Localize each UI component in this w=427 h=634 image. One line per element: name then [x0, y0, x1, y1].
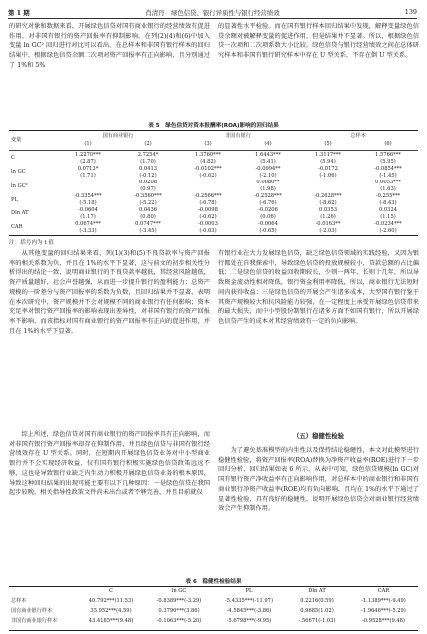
column-header: Dln AT	[308, 588, 326, 595]
coefficient-cell: 0.0713*	[77, 165, 99, 172]
coefficient-cell	[58, 180, 118, 187]
t-stat-cell: (0.80)	[140, 214, 156, 220]
table-cell: 0.9685(1.02)	[300, 608, 334, 615]
coefficient-cell: 0.0413	[139, 165, 157, 172]
table-cell: -0.8389***(-3.29)	[156, 598, 202, 605]
t-stat-cell: (1.63)	[380, 186, 396, 193]
t-stat-cell: (1.70)	[140, 158, 156, 165]
t-stat-cell: (-2.03)	[319, 227, 337, 234]
coefficient-cell: 1.3117***	[315, 152, 341, 158]
coefficient-cell: 1.3760***	[195, 152, 221, 158]
column-header: C	[109, 588, 113, 595]
t-stat-cell: (2.87)	[80, 158, 96, 165]
coefficient-cell: 0.0080**	[256, 179, 280, 186]
coefficient-cell: -0.2528***	[254, 193, 282, 200]
coefficient-cell: -0.2566***	[194, 193, 222, 200]
t-stat-cell: (-5.18)	[79, 200, 97, 207]
row-label: Dln AT	[11, 210, 29, 217]
row-label: CAR	[11, 224, 23, 231]
row-label: ln GC²	[11, 182, 28, 189]
table-row	[9, 228, 418, 235]
coefficient-cell: -0.0003	[198, 220, 218, 227]
row-label: 总样本	[11, 598, 27, 605]
column-header: (2)	[144, 141, 152, 148]
section-heading: （五）稳健性检验	[292, 432, 345, 440]
column-header: (6)	[384, 141, 392, 148]
coefficient-cell: -0.0172	[318, 165, 338, 172]
table-row	[9, 597, 418, 607]
t-stat-cell: (4.82)	[200, 158, 216, 165]
table-header-row	[9, 587, 418, 597]
table-cell: -5.4335***(-11.97)	[225, 598, 273, 605]
row-label: PL	[11, 196, 18, 203]
paragraph-right-top: 的显著性水平检验。而在国有银行样本回归结果中发现，解释变量绿色信贷余额对被解释变量的促进作用，但是结果并不显著。所以，根据绿色信贷一次项和二次项系数大小比较，绿色信贷与银行经营绩效之间在总体研究样本和非国有银行研究样本中存在 U 型关系，不存在倒 U 型关系。	[218, 23, 419, 60]
table-row	[9, 207, 418, 214]
coefficient-cell: 0.0436	[139, 207, 157, 213]
table5-header	[9, 132, 418, 149]
column-header: (4)	[264, 141, 272, 148]
t-stat-cell: (0.06)	[260, 214, 276, 220]
t-stat-cell: (-0.03)	[199, 227, 217, 234]
paragraph-right-bottom: 为了避免基准模型的内生性以及保持结论稳健性，本文对此模型进行稳健性检验，将资产回报率(ROA)替换为净资产收益率(ROE)进行下一步回归分析，回归结果如表 6 所示。从表中可知，绿色信贷规模(ln GC)对国有银行资产净收益率有正向影响作用，对总样本中的商业银行和非国有商业银行净资产收益率(ROE)均有负向影响，且均在 1%的水平下通过了显著性检验，具有良好的稳健性，说明开展绿色信贷会对商业银行经营绩效会产生抑制作用。	[218, 447, 419, 513]
t-stat-cell: (-1.45)	[379, 172, 397, 179]
t-stat-cell: (1.71)	[80, 172, 96, 179]
t-stat-cell	[298, 186, 358, 193]
coefficient-cell: -0.0206	[258, 207, 278, 213]
t-stat-cell: (0.97)	[140, 186, 156, 193]
t-stat-cell: (1.98)	[260, 186, 276, 193]
table-row	[9, 200, 418, 207]
column-header: PL	[245, 588, 253, 595]
running-title: 肖清丹 绿色信贷、银行异质性与银行经营绩效	[145, 9, 280, 17]
table-row	[9, 180, 418, 187]
coefficient-cell: -0.0163**	[315, 220, 341, 227]
table-cell: 43.4185***(9.48)	[88, 618, 134, 625]
t-stat-cell: (-8.43)	[379, 200, 397, 207]
paragraph-left-mid: 从其他变量的回归结果来看，列(1)(3)和(5)不良贷款率与资产回报率的相关系数为负，并且在 1%的水平下显著，这与前文的初步相关性分析得出的结论一致，说明商业银行的不良贷款率越低，其经营风险越低，资产质量越好，社会声誉越强，从而进一步提升银行的盈利能力；总资产规模的一阶差分与资产回报率的系数为负数，且回归结果并不显著，表明在本次研究中，资产规模并不会对规模不同的商业银行有任何影响；资本充足率对银行资产回报率的影响表现出差异性，对非国有银行的资产回报率不影响，而该指标对国有商业银行的资产回报率有正向的促进作用，并且在 1%的水平下显著。	[9, 250, 210, 335]
column-header: (1)	[84, 141, 92, 148]
t-stat-cell: (-2.10)	[259, 172, 277, 179]
t-stat-cell: (-5.22)	[139, 200, 157, 207]
table-row	[9, 159, 418, 166]
table6	[9, 587, 418, 627]
paragraph-left-top: 的研究对象和数据来看，开展绿色信贷对国有商业银行的经营绩效有促进作用，对非国有银行的资产回报率有抑制影响。在列(2)(4)和(6)中加入变量 ln GC² 回归进行对比可以看出，在总样本和非国有银行样本的回归结果中，根据绿色信贷余额二次项对资产回报率有正向影响，且分别通过了 1%和 5%	[9, 23, 210, 69]
coefficient-cell: 0.0674***	[75, 220, 101, 227]
coefficient-cell: -0.3354***	[74, 193, 102, 200]
column-header: ln GC	[171, 588, 187, 595]
t-stat-cell: (5.95)	[380, 158, 396, 165]
table-cell: 0.3796***(3.86)	[158, 608, 200, 615]
coefficient-cell	[298, 180, 358, 187]
issue-number: 第 1 期	[8, 9, 30, 17]
t-stat-cell: (-0.12)	[139, 172, 157, 179]
t-stat-cell: (-8.62)	[319, 200, 337, 207]
table-cell: -4.5845***(-3.86)	[226, 608, 272, 615]
table-cell: -1.1389***(-9.49)	[361, 598, 406, 605]
column-header: (5)	[324, 141, 332, 148]
table-row	[9, 221, 418, 228]
table6-caption: 表 6 稳健性检验结果	[185, 579, 242, 585]
table5-top-rule	[9, 130, 418, 131]
table5-header-rule	[9, 150, 418, 151]
table5-body	[9, 152, 418, 235]
coefficient-cell: -0.0604	[78, 207, 98, 213]
table-cell: 0.2216(0.59)	[300, 598, 334, 605]
page-number: 139	[404, 8, 417, 16]
row-label: 国有商业银行样本	[11, 608, 53, 615]
table-row	[9, 617, 418, 627]
table5-caption: 表 5 绿色信贷对资本报酬率(ROA)影响的回归结果	[148, 123, 279, 129]
t-stat-cell: (-6.78)	[199, 200, 217, 207]
table-row	[9, 607, 418, 617]
table5-note: 注：括号内为 t 值	[9, 240, 54, 246]
table-row	[9, 152, 418, 159]
t-stat-cell: (-0.62)	[199, 214, 217, 220]
column-header	[9, 587, 77, 597]
table-row	[9, 193, 418, 200]
table-cell: -5.6798***(-9.95)	[226, 618, 272, 625]
coefficient-cell: 0.0747***	[135, 220, 161, 227]
stub-header: 变量	[11, 136, 22, 143]
coefficient-cell: -0.0098	[198, 207, 218, 213]
group-header: 总样本	[350, 132, 366, 139]
table-cell: -0.9528***(9.48)	[362, 618, 405, 625]
coefficient-cell: 0.0053***	[375, 179, 401, 186]
group-header: 非国有银行	[225, 132, 251, 139]
t-stat-cell: (-0.65)	[259, 227, 277, 234]
coefficient-cell: -0.2628***	[314, 193, 342, 200]
table6-bottom-rule	[9, 630, 418, 631]
coefficient-cell: -0.3560***	[134, 193, 162, 200]
t-stat-cell	[58, 186, 118, 193]
coefficient-cell: -0.0064	[258, 220, 278, 227]
table-row	[9, 173, 418, 180]
table5-bottom-rule	[9, 235, 418, 236]
coefficient-cell: 1.5766***	[375, 152, 401, 158]
t-stat-cell: (-6.76)	[259, 200, 277, 207]
t-stat-cell: (5.94)	[320, 158, 336, 165]
coefficient-cell: 1.6443***	[255, 152, 281, 158]
table-row	[9, 166, 418, 173]
table-cell: -1.9646***(-5.29)	[361, 608, 406, 615]
table-cell: 35.952***(4.59)	[90, 608, 132, 615]
coefficient-cell: 1.2270***	[75, 152, 101, 158]
t-stat-cell: (5.41)	[260, 158, 276, 165]
paragraph-right-mid: 有银行业在大力发展绿色信贷，缺乏绿色信贷领域的实践经验，又因为银行都处在自我探索中，导致绿色信贷的投放规模较小，贷款总额的占比偏低；二是绿色信贷的收益回收期较长，少则一两年，长则十几年，所以导致资金流动性相对降低，银行资金利用率降低，所以，商业银行无法短时间内获得收益；三是绿色信贷的开展会产生诸多成本，大型国有银行鉴于其资产规模较大和抗风险能力较强，在一定程度上承受开展绿色信贷带来的最大损失，而中小型股份制银行在诸多方面不如国有银行，所以开展绿色信贷产生的成本对其经营绩效有一定的负向影响。	[218, 250, 419, 325]
t-stat-cell: (-0.62)	[199, 172, 217, 179]
coefficient-cell: 0.0208	[139, 179, 157, 186]
t-stat-cell: (1.15)	[380, 214, 396, 220]
group-header: 国有商业银行	[102, 132, 134, 139]
coefficient-cell: 2.7254*	[137, 152, 159, 158]
coefficient-cell: 0.0324	[379, 207, 397, 213]
running-header	[8, 4, 417, 18]
row-label: ln GC	[11, 169, 26, 176]
t-stat-cell: (-2.60)	[379, 227, 397, 234]
t-stat-cell	[178, 186, 238, 193]
table-row	[9, 186, 418, 193]
t-stat-cell: (-1.06)	[319, 172, 337, 179]
paragraph-left-bottom: 综上所述，绿色信贷对国有商业银行的资产回报率具有正向影响，而对非国有银行资产回报率却存在抑制作用，并且绿色信贷与非国有银行经营绩效存在 U 型关系。同时，在短期内开展绿色信贷业务对中小型商业银行并不会实现经济收益，仅有国有银行积极实施绿色信贷政策远远不够，这也是导致银行业缺乏内生动力积极开展绿色信贷业务的根本原因，导致这种回归结果的出现可能主要有以下几种原因：一是绿色信贷在我国起步较晚，相关指导性政策文件尚未出台或者不够完善，并且目前就仅	[9, 431, 210, 497]
column-header: CAR	[377, 588, 390, 595]
row-label: C	[11, 155, 15, 162]
coefficient-cell	[178, 180, 238, 187]
table-cell: 40.792***(11.53)	[88, 598, 134, 605]
table-cell: -0.1063***(-5.20)	[156, 618, 202, 625]
coefficient-cell: -0.255***	[375, 193, 401, 200]
coefficient-cell: -0.0234***	[374, 220, 402, 227]
t-stat-cell: (-3.45)	[139, 227, 157, 234]
row-label: 非国有商业银行样本	[11, 618, 58, 625]
coefficient-cell: 0.0353	[319, 207, 337, 213]
header-rule	[8, 18, 417, 19]
column-header: (3)	[204, 141, 212, 148]
coefficient-cell: -0.0102***	[194, 165, 222, 172]
t-stat-cell: (-3.33)	[79, 227, 97, 234]
coefficient-cell: -0.0854***	[374, 165, 402, 172]
table-row	[9, 214, 418, 221]
t-stat-cell: (1.26)	[320, 214, 336, 220]
coefficient-cell: -0.0994**	[255, 165, 281, 172]
t-stat-cell: (1.17)	[80, 214, 96, 220]
table-cell: -.56671(-1.03)	[298, 618, 336, 625]
